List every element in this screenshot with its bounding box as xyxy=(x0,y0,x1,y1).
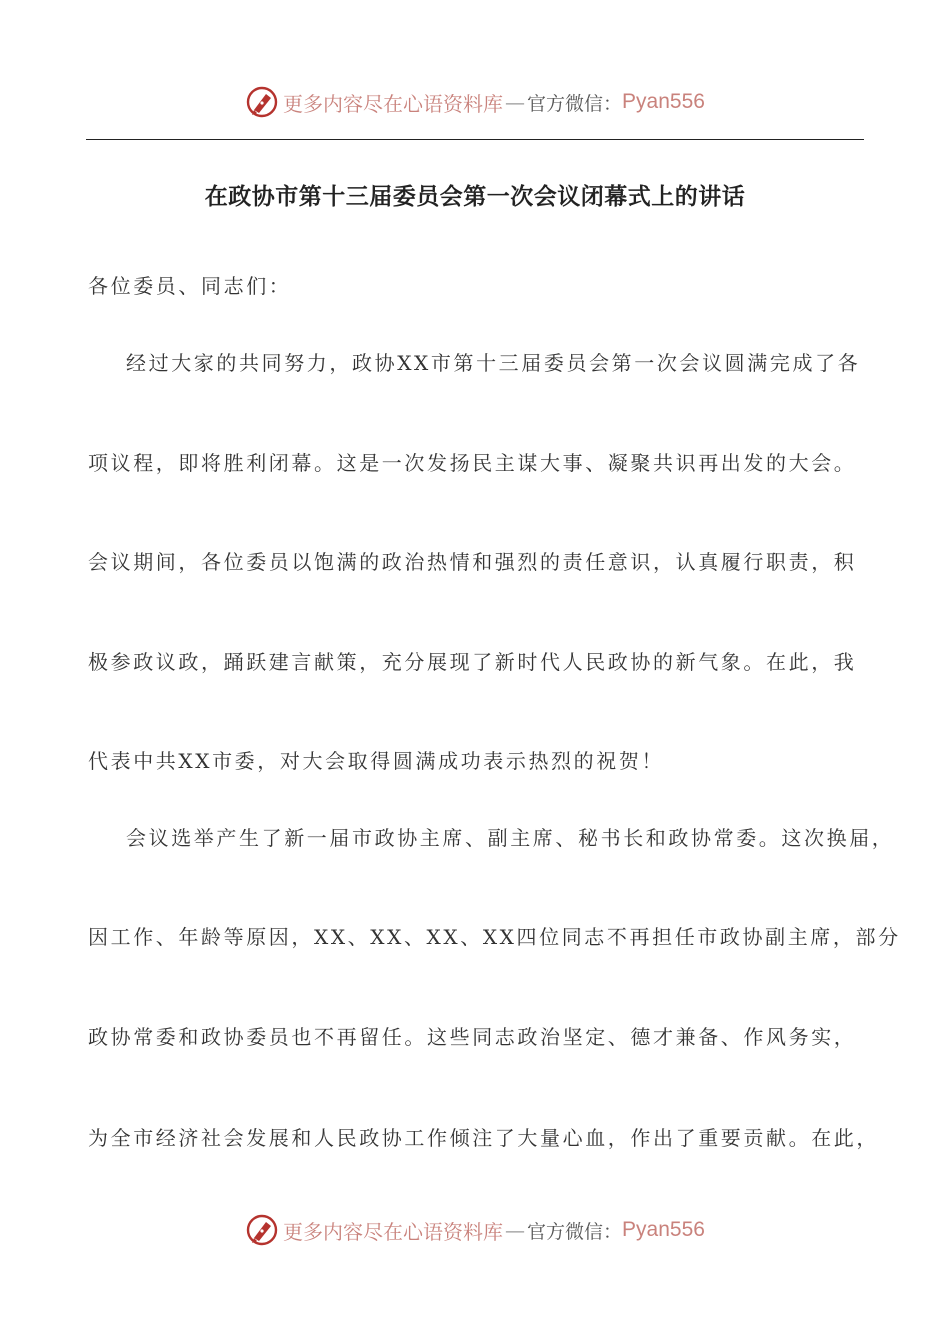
banner-slogan: 更多内容尽在心语资料库 xyxy=(283,91,504,116)
paragraph-line: 代表中共XX市委，对大会取得圆满成功表示热烈的祝贺！ xyxy=(88,749,665,773)
banner-separator: — xyxy=(505,90,526,114)
banner-wechat-id: Pyan556 xyxy=(622,90,705,113)
banner-separator: — xyxy=(505,1218,526,1242)
paragraph-line: 因工作、年龄等原因，XX、XX、XX、XX四位同志不再担任市政协副主席，部分 xyxy=(88,925,901,949)
header-divider xyxy=(86,139,864,140)
pen-nib-circle-icon xyxy=(245,85,279,119)
paragraph-line: 为全市经济社会发展和人民政协工作倾注了大量心血，作出了重要贡献。在此， xyxy=(88,1126,879,1150)
banner-official-label: 官方微信： xyxy=(527,1220,623,1243)
pen-nib-circle-icon xyxy=(245,1213,279,1247)
salutation: 各位委员、同志们： xyxy=(88,274,292,298)
paragraph-line: 经过大家的共同努力，政协XX市第十三届委员会第一次会议圆满完成了各 xyxy=(126,351,861,375)
paragraph-line: 项议程，即将胜利闭幕。这是一次发扬民主谋大事、凝聚共识再出发的大会。 xyxy=(88,451,857,475)
banner-slogan: 更多内容尽在心语资料库 xyxy=(283,1219,504,1244)
paragraph-line: 会议选举产生了新一届市政协主席、副主席、秘书长和政协常委。这次换届， xyxy=(126,826,895,850)
footer-banner xyxy=(0,1210,950,1250)
paragraph-line: 极参政议政，踊跃建言献策，充分展现了新时代人民政协的新气象。在此，我 xyxy=(88,650,857,674)
header-banner xyxy=(0,82,950,122)
banner-official-label: 官方微信： xyxy=(527,92,623,115)
paragraph-line: 政协常委和政协委员也不再留任。这些同志政治坚定、德才兼备、作风务实， xyxy=(88,1025,857,1049)
paragraph-line: 会议期间，各位委员以饱满的政治热情和强烈的责任意识，认真履行职责，积 xyxy=(88,550,857,574)
document-title: 在政协市第十三届委员会第一次会议闭幕式上的讲话 xyxy=(204,184,746,210)
banner-wechat-id: Pyan556 xyxy=(622,1218,705,1241)
